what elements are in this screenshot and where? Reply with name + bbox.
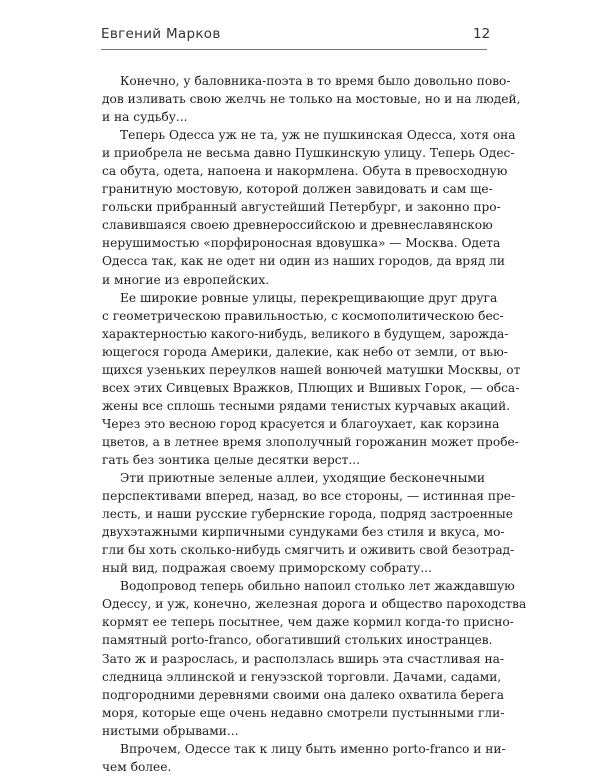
text-line: кормят ее теперь посытнее, чем даже кормил когда-то присно-: [102, 615, 514, 630]
text-line: славившаяся своею древнероссийскою и древнеславянскою: [102, 218, 493, 233]
text-line: Водопровод теперь обильно напоил столько лет жаждавшую: [120, 579, 515, 594]
text-line: чем более.: [102, 759, 172, 774]
text-line: гранитную мостовую, которой должен завидовать и сам ще-: [102, 182, 493, 197]
text-line: Зато ж и разрослась, и расползлась вширь эта счастливая на-: [102, 651, 504, 666]
running-head-author: Евгений Марков: [101, 26, 221, 42]
paragraph: [102, 469, 516, 577]
text-line: гать без зонтика целые десятки верст...: [102, 452, 360, 467]
text-line: моря, которые еще очень недавно смотрели пустынными гли-: [102, 705, 505, 720]
text-line: перспективами вперед, назад, во все стороны, — истинная пре-: [102, 489, 516, 504]
paragraph: [102, 289, 521, 469]
text-line: Ее широкие ровные улицы, перекрещивающие друг друга: [120, 290, 498, 305]
text-line: дов изливать свою желчь не только на мостовые, но и на людей,: [102, 92, 521, 107]
page-number: 12: [473, 26, 491, 42]
header-rule: [101, 49, 487, 50]
text-line: Теперь Одесса уж не та, уж не пушкинская Одесса, хотя она: [120, 128, 516, 143]
text-line: всех этих Сивцевых Вражков, Плющих и Вшивых Горок, — обса-: [102, 380, 520, 395]
text-line: Эти приютные зеленые аллеи, уходящие бесконечными: [120, 471, 485, 486]
text-line: Впрочем, Одессе так к лицу быть именно porto-franco и ни-: [120, 741, 506, 756]
text-line: нерушимостью «порфироносная вдовушка» — Москва. Одета: [102, 236, 501, 251]
text-line: щихся узеньких переулков нашей вонючей матушки Москвы, от: [102, 362, 521, 377]
text-line: с геометрическою правильностью, с космополитическою бес-: [102, 308, 504, 323]
text-line: и на судьбу...: [102, 110, 188, 125]
text-line: характерностью какого-нибудь, великого в будущем, зарожда-: [102, 326, 509, 341]
text-line: нистыми обрывами...: [102, 723, 239, 738]
paragraph: [102, 126, 516, 288]
text-line: Конечно, у баловника-поэта в то время было довольно пово-: [120, 74, 511, 88]
text-line: са обута, одета, напоена и накормлена. Обута в превосходную: [102, 164, 508, 179]
paragraph: [102, 577, 527, 739]
running-header: [0, 0, 600, 80]
text-line: гольски прибранный августейший Петербург, и законно про-: [102, 200, 501, 215]
text-line: подгородними деревнями своими она далеко охватила берега: [102, 687, 505, 702]
paragraph: [102, 72, 521, 126]
text-line: лесть, и наши русские губернские города, подряд застроенные: [102, 507, 513, 522]
paragraph: [102, 740, 506, 776]
text-line: Одесса так, как не одет ни один из наших городов, да вряд ли: [102, 254, 505, 269]
text-line: ный вид, подражая своему приморскому собрату...: [102, 561, 432, 576]
text-line: двухэтажными кирпичными сундуками без стиля и вкуса, мо-: [102, 525, 505, 540]
text-line: Одессу, и уж, конечно, железная дорога и общество пароходства: [102, 597, 527, 612]
text-line: жены все сплошь тесными рядами тенистых курчавых акаций.: [102, 398, 511, 413]
text-line: ющегося города Америки, далекие, как небо от земли, от вью-: [102, 344, 508, 359]
text-line: памятный porto-franco, обогативший стольких иностранцев.: [102, 633, 493, 648]
text-line: Через это весною город красуется и благоухает, как корзина: [102, 416, 500, 431]
text-line: и многие из европейских.: [102, 272, 270, 287]
text-line: гли бы хоть сколько-нибудь смягчить и оживить свой безотрад-: [102, 543, 515, 558]
text-line: цветов, а в летнее время злополучный горожанин может пробе-: [102, 434, 519, 449]
page-body: [102, 72, 527, 776]
text-line: следница эллинской и генуэзской торговли. Дачами, садами,: [102, 669, 502, 684]
text-line: и приобрела не весьма давно Пушкинскую улицу. Теперь Одес-: [102, 146, 515, 161]
